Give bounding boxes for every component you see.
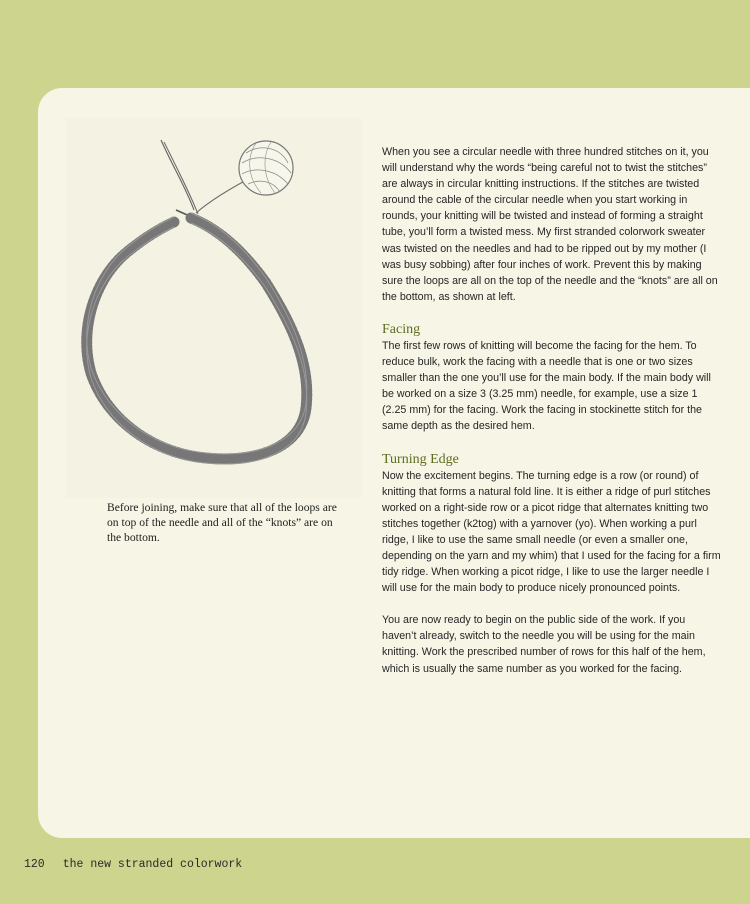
figure-caption: Before joining, make sure that all of the loops are on top of the needle and all of the “knots” are on the bottom. bbox=[107, 501, 337, 544]
knitting-circular-needle-illustration-icon bbox=[66, 118, 362, 498]
turning-edge-paragraph: Now the excitement begins. The turning edge is a row (or round) of knitting that forms a natural fold line. It is either a ridge of purl stitches worked on a right-side row or a picot ridge that alternates knitting two stitches together (k2tog) with a yarnover (yo). When working a purl ridge, I like to use the same small needle (or even a smaller one, depending on the yarn and my whim) that I used for the facing for a firm tidy ridge. When working a picot ridge, I like to use the larger needle I will use for the main body to produce nicely pronounced points. bbox=[382, 469, 721, 595]
facing-paragraph: The first few rows of knitting will become the facing for the hem. To reduce bulk, work the facing with a needle that is one or two sizes smaller than the one you’ll use for the main body. If the main body will be worked on a size 3 (3.25 mm) needle, for example, use a size 1 (2.25 mm) for the facing. Work the facing in stockinette stitch for the same depth as the desired hem. bbox=[382, 339, 711, 433]
figure-illustration bbox=[66, 118, 362, 498]
book-title: the new stranded colorwork bbox=[62, 858, 243, 871]
section-heading-turning-edge: Turning Edge bbox=[382, 451, 459, 467]
intro-paragraph: When you see a circular needle with three hundred stitches on it, you will understand why the words “being careful not to twist the stitches” are always in circular knitting instructions. If the stitches are twisted around the cable of the circular needle when you start working in rounds, your knitting will be twisted and instead of forming a straight tube, you’ll form a twisted mess. My first stranded colorwork sweater was twisted on the needles and had to be ripped out by my mother (I was busy sobbing) after four inches of work. Prevent this by making sure the loops are all on the top of the needle and the “knots” are all on the bottom, as shown at left. bbox=[382, 146, 718, 303]
body-text-column bbox=[382, 144, 722, 677]
page-number: 120 bbox=[24, 858, 45, 871]
page-footer bbox=[24, 858, 242, 871]
section-heading-facing: Facing bbox=[382, 321, 421, 337]
public-side-paragraph: You are now ready to begin on the public side of the work. If you haven’t already, switch to the needle you will be using for the main knitting. Work the prescribed number of rows for this half of the hem, which is usually the same number as you worked for the facing. bbox=[382, 614, 706, 675]
